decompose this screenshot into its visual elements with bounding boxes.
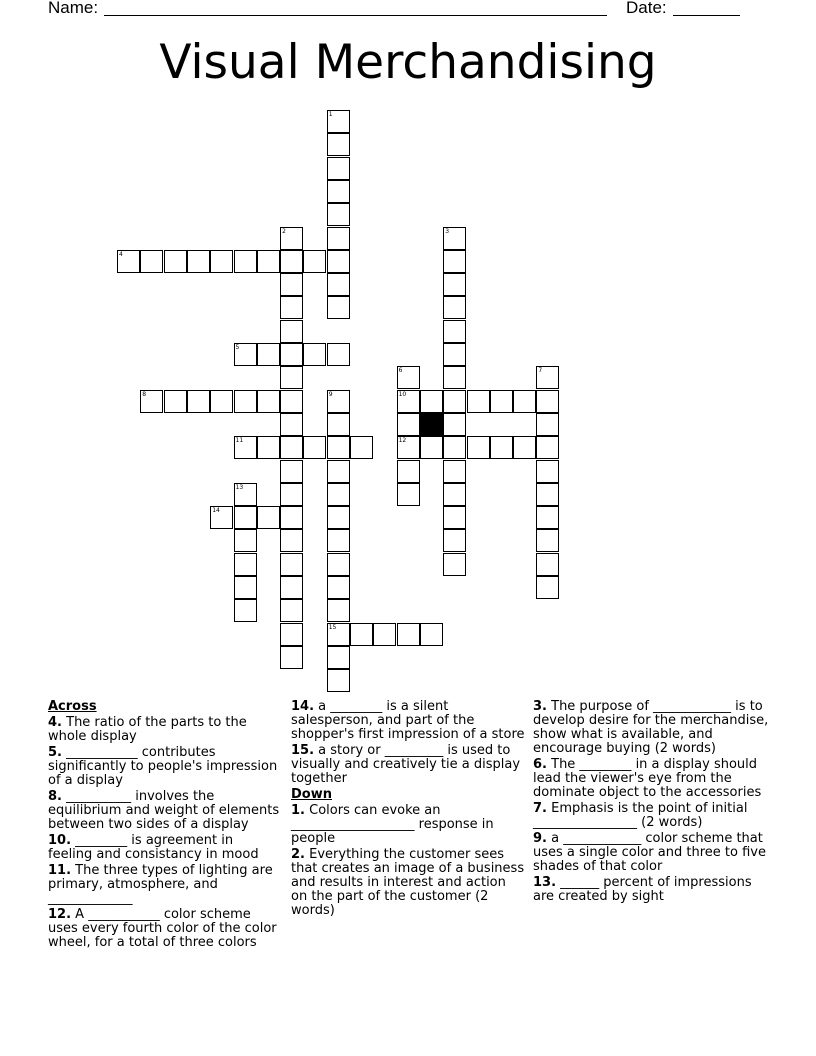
grid-cell[interactable]	[397, 436, 420, 459]
grid-cell[interactable]	[234, 483, 257, 506]
grid-number: 9	[328, 390, 333, 398]
grid-cell[interactable]	[513, 390, 536, 413]
grid-cell[interactable]	[373, 623, 396, 646]
clue-across-10: 10. ________ is agreement in feeling and consistancy in mood	[48, 833, 259, 862]
grid-cell[interactable]	[303, 343, 326, 366]
grid-cell[interactable]	[280, 296, 303, 319]
grid-number: 14	[212, 507, 220, 515]
grid-cell[interactable]	[210, 390, 233, 413]
grid-block	[420, 413, 443, 436]
grid-cell[interactable]	[536, 576, 559, 599]
grid-number: 12	[398, 437, 407, 445]
grid-cell[interactable]	[443, 390, 466, 413]
grid-cell[interactable]	[234, 250, 257, 273]
grid-cell[interactable]	[397, 413, 420, 436]
clue-down-6: 6. The ________ in a display should lead the viewer's eye from the dominate object to the accessories	[533, 757, 762, 800]
grid-cell[interactable]	[350, 436, 373, 459]
grid-cell[interactable]	[443, 343, 466, 366]
grid-cell[interactable]	[513, 436, 536, 459]
grid-cell[interactable]	[164, 390, 187, 413]
grid-cell[interactable]	[397, 366, 420, 389]
grid-cell[interactable]	[234, 436, 257, 459]
clue-down-13: 13. ______ percent of impressions are created by sight	[533, 875, 752, 904]
grid-cell[interactable]	[140, 390, 163, 413]
clue-across-11: 11. The three types of lighting are primary, atmosphere, and _____________	[48, 863, 273, 906]
grid-cell[interactable]	[327, 250, 350, 273]
grid-number: 10	[398, 390, 407, 398]
grid-cell[interactable]	[327, 296, 350, 319]
grid-cell[interactable]	[443, 227, 466, 250]
grid-number: 1	[328, 111, 333, 118]
grid-number: 2	[282, 227, 286, 235]
grid-cell[interactable]	[536, 553, 559, 576]
grid-cell[interactable]	[280, 250, 303, 273]
clue-down-1: 1. Colors can evoke an ___________________ response in people	[291, 803, 494, 846]
grid-cell[interactable]	[536, 483, 559, 506]
grid-cell[interactable]	[280, 576, 303, 599]
grid-cell[interactable]	[350, 623, 373, 646]
grid-cell[interactable]	[467, 436, 490, 459]
grid-cell[interactable]	[536, 390, 559, 413]
grid-cell[interactable]	[280, 506, 303, 529]
clue-across-4: 4. The ratio of the parts to the whole display	[48, 715, 247, 744]
grid-number: 6	[398, 367, 403, 375]
grid-cell[interactable]	[327, 390, 350, 413]
grid-cell[interactable]	[327, 553, 350, 576]
grid-cell[interactable]	[303, 436, 326, 459]
clue-down-7: 7. Emphasis is the point of initial ________________ (2 words)	[533, 801, 748, 830]
clue-across-5: 5. ___________ contributes significantly to people's impression of a display	[48, 745, 278, 788]
grid-cell[interactable]	[280, 436, 303, 459]
grid-cell[interactable]	[443, 506, 466, 529]
grid-number: 3	[445, 227, 450, 235]
clue-across-12: 12. A ___________ color scheme uses every fourth color of the color wheel, for a total of three colors	[48, 907, 277, 950]
grid-cell[interactable]	[536, 529, 559, 552]
grid-cell[interactable]	[467, 390, 490, 413]
grid-cell[interactable]	[140, 250, 163, 273]
grid-cell[interactable]	[234, 343, 257, 366]
grid-cell[interactable]	[303, 250, 326, 273]
grid-cell[interactable]	[234, 576, 257, 599]
grid-number: 15	[328, 623, 337, 631]
grid-cell[interactable]	[257, 506, 280, 529]
grid-cell[interactable]	[420, 436, 443, 459]
grid-cell[interactable]	[397, 623, 420, 646]
grid-cell[interactable]	[536, 506, 559, 529]
clue-across-8: 8. __________ involves the equilibrium and weight of elements between two sides of a display	[48, 789, 280, 832]
date-label: Date:	[626, 0, 667, 17]
grid-cell[interactable]	[257, 390, 280, 413]
grid-number: 7	[538, 367, 543, 375]
grid-number: 13	[235, 483, 244, 491]
across-heading: Across	[48, 699, 97, 714]
clues-column-1	[48, 700, 280, 952]
grid-cell[interactable]	[327, 669, 350, 692]
grid-cell[interactable]	[327, 273, 350, 296]
grid-cell[interactable]	[257, 436, 280, 459]
clue-down-9: 9. a ____________ color scheme that uses a single color and three to five shades of that color	[533, 831, 766, 874]
clues-column-3	[533, 700, 769, 906]
grid-cell[interactable]	[443, 320, 466, 343]
grid-cell[interactable]	[327, 436, 350, 459]
grid-cell[interactable]	[327, 646, 350, 669]
grid-cell[interactable]	[187, 250, 210, 273]
grid-cell[interactable]	[234, 599, 257, 622]
grid-cell[interactable]	[280, 529, 303, 552]
grid-cell[interactable]	[536, 366, 559, 389]
grid-cell[interactable]	[443, 483, 466, 506]
grid-cell[interactable]	[443, 296, 466, 319]
grid-cell[interactable]	[210, 506, 233, 529]
grid-cell[interactable]	[117, 250, 140, 273]
grid-number: 11	[235, 437, 244, 445]
grid-cell[interactable]	[280, 320, 303, 343]
grid-cell[interactable]	[327, 506, 350, 529]
grid-cell[interactable]	[280, 413, 303, 436]
grid-cell[interactable]	[327, 203, 350, 226]
grid-cell[interactable]	[327, 343, 350, 366]
grid-cell[interactable]	[280, 553, 303, 576]
grid-cell[interactable]	[443, 413, 466, 436]
grid-cell[interactable]	[327, 413, 350, 436]
grid-cell[interactable]	[327, 157, 350, 180]
grid-cell[interactable]	[443, 273, 466, 296]
grid-cell[interactable]	[257, 250, 280, 273]
grid-cell[interactable]	[327, 623, 350, 646]
grid-cell[interactable]	[327, 460, 350, 483]
grid-cell[interactable]	[420, 390, 443, 413]
grid-cell[interactable]	[280, 460, 303, 483]
grid-cell[interactable]	[280, 273, 303, 296]
grid-cell[interactable]	[420, 623, 443, 646]
clue-down-3: 3. The purpose of ____________ is to develop desire for the merchandise, show what is available, and encourage buying (2 words)	[533, 699, 769, 756]
grid-cell[interactable]	[397, 483, 420, 506]
grid-cell[interactable]	[187, 390, 210, 413]
grid-cell[interactable]	[490, 436, 513, 459]
grid-cell[interactable]	[280, 646, 303, 669]
grid-number: 4	[119, 250, 123, 258]
grid-cell[interactable]	[536, 413, 559, 436]
clues-column-2	[291, 700, 525, 920]
grid-cell[interactable]	[164, 250, 187, 273]
grid-cell[interactable]	[443, 250, 466, 273]
grid-cell[interactable]	[536, 436, 559, 459]
page-title: Visual Merchandising	[159, 35, 657, 90]
grid-cell[interactable]	[210, 250, 233, 273]
grid-cell[interactable]	[280, 483, 303, 506]
clue-down-2: 2. Everything the customer sees that creates an image of a business and results in interest and action on the part of the customer (2 words)	[291, 847, 525, 918]
grid-cell[interactable]	[280, 343, 303, 366]
grid-cell[interactable]	[327, 599, 350, 622]
grid-cell[interactable]	[280, 366, 303, 389]
grid-cell[interactable]	[490, 390, 513, 413]
grid-cell[interactable]	[280, 390, 303, 413]
grid-cell[interactable]	[327, 483, 350, 506]
grid-cell[interactable]	[234, 390, 257, 413]
grid-cell[interactable]	[234, 529, 257, 552]
grid-cell[interactable]	[327, 133, 350, 156]
grid-cell[interactable]	[327, 576, 350, 599]
grid-cell[interactable]	[234, 553, 257, 576]
grid-cell[interactable]	[327, 180, 350, 203]
grid-cell[interactable]	[327, 227, 350, 250]
name-label: Name:	[48, 0, 99, 17]
grid-cell[interactable]	[443, 553, 466, 576]
grid-cell[interactable]	[443, 460, 466, 483]
grid-cell[interactable]	[397, 390, 420, 413]
grid-cell[interactable]	[280, 623, 303, 646]
grid-cell[interactable]	[280, 227, 303, 250]
grid-cell[interactable]	[443, 366, 466, 389]
down-heading: Down	[291, 787, 332, 802]
grid-cell[interactable]	[280, 599, 303, 622]
grid-cell[interactable]	[443, 436, 466, 459]
grid-cell[interactable]	[257, 343, 280, 366]
grid-cell[interactable]	[327, 529, 350, 552]
clue-across-14: 14. a ________ is a silent salesperson, and part of the shopper's first impression of a store	[291, 699, 525, 742]
grid-cell[interactable]	[397, 460, 420, 483]
grid-number: 8	[142, 390, 147, 398]
grid-cell[interactable]	[234, 506, 257, 529]
clue-across-15: 15. a story or _________ is used to visually and creatively tie a display together	[291, 743, 521, 786]
grid-cell[interactable]	[443, 529, 466, 552]
grid-number: 5	[235, 344, 240, 351]
grid-cell[interactable]	[327, 110, 350, 133]
grid-cell[interactable]	[536, 460, 559, 483]
